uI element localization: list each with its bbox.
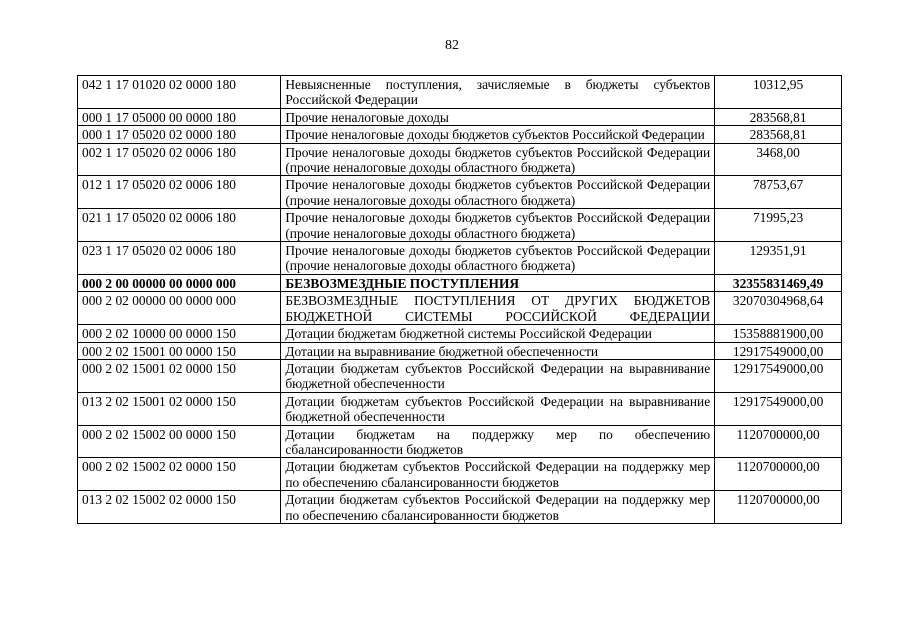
budget-code-cell: 000 2 02 10000 00 0000 150: [78, 325, 281, 342]
amount-cell: 1120700000,00: [715, 425, 842, 458]
table-row: [78, 76, 842, 109]
amount-cell: 10312,95: [715, 76, 842, 109]
revenue-name-cell: Прочие неналоговые доходы бюджетов субъектов Российской Федерации (прочие неналоговые доходы областного бюджета): [281, 176, 715, 209]
table-row: [78, 425, 842, 458]
budget-code-cell: 000 2 02 15001 00 0000 150: [78, 342, 281, 359]
table-row: [78, 126, 842, 143]
table-row: [78, 392, 842, 425]
revenue-name-cell: Прочие неналоговые доходы бюджетов субъектов Российской Федерации (прочие неналоговые доходы областного бюджета): [281, 143, 715, 176]
budget-code-cell: 000 2 02 15001 02 0000 150: [78, 359, 281, 392]
revenue-name-cell: Прочие неналоговые доходы бюджетов субъектов Российской Федерации: [281, 126, 715, 143]
amount-cell: 12917549000,00: [715, 342, 842, 359]
table-row: [78, 458, 842, 491]
table-row: [78, 491, 842, 524]
amount-cell: 32070304968,64: [715, 292, 842, 325]
budget-revenue-table: [77, 75, 842, 524]
amount-cell: 1120700000,00: [715, 458, 842, 491]
revenue-name-cell: Дотации бюджетам субъектов Российской Федерации на поддержку мер по обеспечению сбалансированности бюджетов: [281, 491, 715, 524]
table-row: [78, 325, 842, 342]
revenue-name-cell: Невыясненные поступления, зачисляемые в бюджеты субъектов Российской Федерации: [281, 76, 715, 109]
budget-code-cell: 021 1 17 05020 02 0006 180: [78, 209, 281, 242]
budget-code-cell: 000 1 17 05020 02 0000 180: [78, 126, 281, 143]
amount-cell: 78753,67: [715, 176, 842, 209]
table-row: [78, 359, 842, 392]
revenue-name-cell: БЕЗВОЗМЕЗДНЫЕ ПОСТУПЛЕНИЯ: [281, 274, 715, 291]
budget-code-cell: 000 2 02 00000 00 0000 000: [78, 292, 281, 325]
revenue-name-cell: БЕЗВОЗМЕЗДНЫЕ ПОСТУПЛЕНИЯ ОТ ДРУГИХ БЮДЖЕТОВ БЮДЖЕТНОЙ СИСТЕМЫ РОССИЙСКОЙ ФЕДЕРАЦИИ: [281, 292, 715, 325]
table-row: [78, 143, 842, 176]
amount-cell: 3468,00: [715, 143, 842, 176]
revenue-name-cell: Прочие неналоговые доходы: [281, 108, 715, 125]
revenue-name-cell: Дотации на выравнивание бюджетной обеспеченности: [281, 342, 715, 359]
budget-code-cell: 000 2 02 15002 00 0000 150: [78, 425, 281, 458]
revenue-name-cell: Дотации бюджетам субъектов Российской Федерации на выравнивание бюджетной обеспеченности: [281, 359, 715, 392]
budget-code-cell: 000 2 00 00000 00 0000 000: [78, 274, 281, 291]
revenue-name-cell: Прочие неналоговые доходы бюджетов субъектов Российской Федерации (прочие неналоговые доходы областного бюджета): [281, 242, 715, 275]
budget-code-cell: 023 1 17 05020 02 0006 180: [78, 242, 281, 275]
amount-cell: 32355831469,49: [715, 274, 842, 291]
revenue-name-cell: Дотации бюджетам на поддержку мер по обеспечению сбалансированности бюджетов: [281, 425, 715, 458]
amount-cell: 15358881900,00: [715, 325, 842, 342]
revenue-name-cell: Дотации бюджетам субъектов Российской Федерации на поддержку мер по обеспечению сбалансированности бюджетов: [281, 458, 715, 491]
budget-code-cell: 012 1 17 05020 02 0006 180: [78, 176, 281, 209]
table-row: [78, 108, 842, 125]
revenue-name-cell: Дотации бюджетам субъектов Российской Федерации на выравнивание бюджетной обеспеченности: [281, 392, 715, 425]
amount-cell: 1120700000,00: [715, 491, 842, 524]
budget-code-cell: 000 1 17 05000 00 0000 180: [78, 108, 281, 125]
amount-cell: 129351,91: [715, 242, 842, 275]
table-row: [78, 209, 842, 242]
table-row: [78, 292, 842, 325]
budget-code-cell: 042 1 17 01020 02 0000 180: [78, 76, 281, 109]
budget-code-cell: 013 2 02 15001 02 0000 150: [78, 392, 281, 425]
amount-cell: 283568,81: [715, 126, 842, 143]
amount-cell: 71995,23: [715, 209, 842, 242]
revenue-name-cell: Прочие неналоговые доходы бюджетов субъектов Российской Федерации (прочие неналоговые доходы областного бюджета): [281, 209, 715, 242]
page-number: 82: [445, 38, 459, 53]
budget-code-cell: 013 2 02 15002 02 0000 150: [78, 491, 281, 524]
table-row-total: [78, 274, 842, 291]
table-row: [78, 342, 842, 359]
budget-code-cell: 002 1 17 05020 02 0006 180: [78, 143, 281, 176]
budget-code-cell: 000 2 02 15002 02 0000 150: [78, 458, 281, 491]
table-row: [78, 176, 842, 209]
amount-cell: 12917549000,00: [715, 392, 842, 425]
revenue-name-cell: Дотации бюджетам бюджетной системы Российской Федерации: [281, 325, 715, 342]
amount-cell: 283568,81: [715, 108, 842, 125]
amount-cell: 12917549000,00: [715, 359, 842, 392]
table-row: [78, 242, 842, 275]
